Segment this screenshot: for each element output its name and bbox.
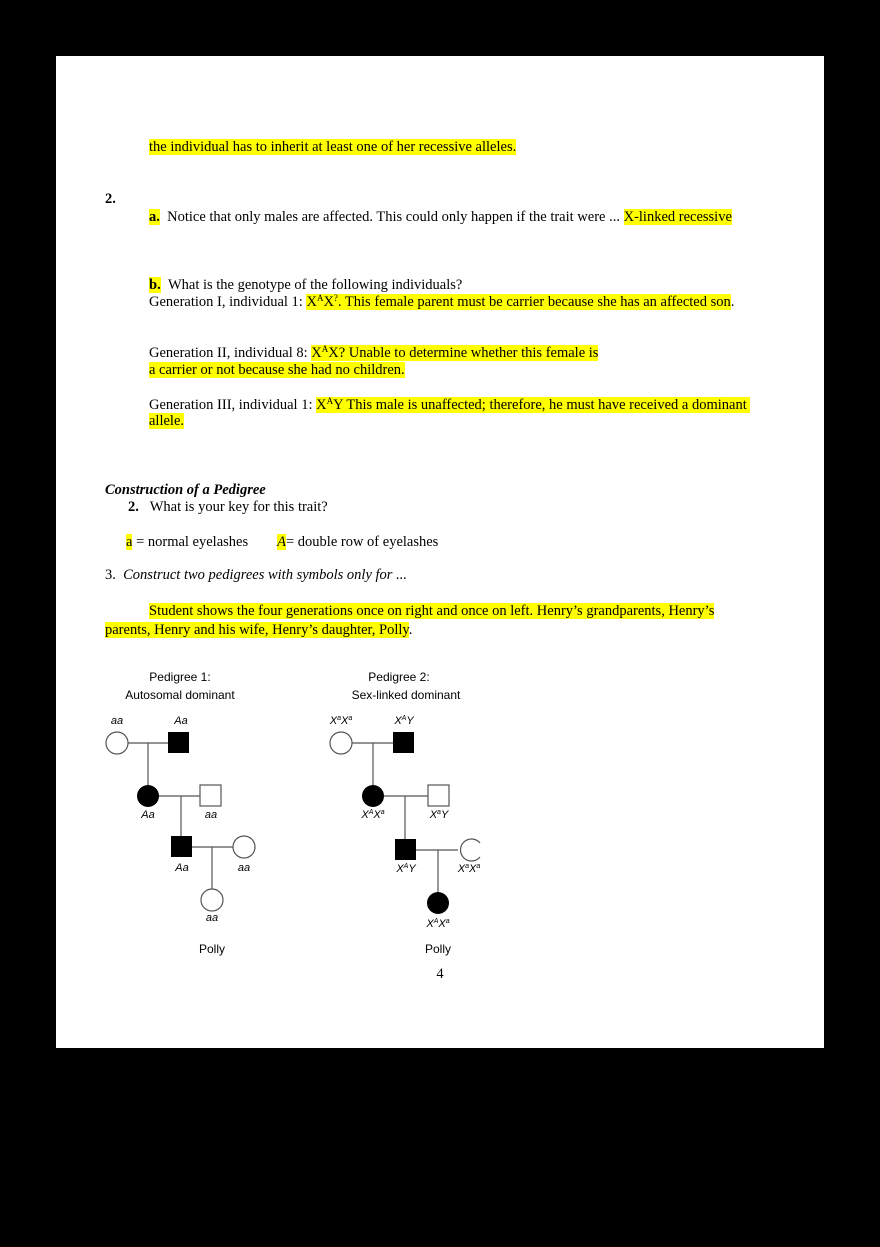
- genotype-label: aa: [204, 809, 218, 821]
- label: Generation II, individual 8:: [149, 345, 308, 361]
- page-number: 4: [436, 966, 444, 982]
- genotype: X: [311, 345, 322, 361]
- female-affected-icon: [362, 785, 384, 807]
- genotype: X: [316, 397, 327, 413]
- pedigree-title: Pedigree 2:: [368, 670, 430, 684]
- genotype-label: [391, 863, 421, 875]
- dominant-description: = double row of eyelashes: [285, 534, 439, 550]
- chromosome: X: [329, 715, 338, 727]
- answer-text: Student shows the four generations once on right and once on left. Henry’s grandparents, Henry’s: [149, 603, 715, 619]
- chromosome: X: [469, 863, 477, 875]
- allele: A: [368, 809, 374, 816]
- period: .: [730, 294, 735, 310]
- allele: A: [401, 715, 407, 722]
- genotype-label: [326, 715, 356, 727]
- allele: a: [445, 918, 450, 925]
- superscript: ?: [333, 293, 338, 303]
- genotype-label: [422, 918, 454, 930]
- chromosome: X: [373, 809, 381, 821]
- question-number: 2.: [105, 191, 116, 207]
- label: Generation I, individual 1:: [149, 294, 303, 310]
- chromosome: X: [457, 863, 466, 875]
- answer-text: allele.: [149, 413, 185, 429]
- allele: A: [403, 863, 409, 870]
- answer-text: X? Unable to determine whether this female is: [328, 345, 599, 361]
- chromosome: X: [426, 918, 434, 930]
- genotype-label: Aa: [141, 809, 155, 821]
- genotype-label: Aa: [174, 715, 188, 727]
- period: .: [408, 622, 413, 638]
- recessive-description: = normal eyelashes: [132, 534, 249, 550]
- individual-name: Polly: [424, 942, 451, 956]
- allele: A: [433, 918, 439, 925]
- chromosome: Y: [406, 715, 414, 727]
- section-heading: Construction of a Pedigree: [105, 482, 266, 498]
- pedigree-title: Pedigree 1:: [149, 670, 211, 684]
- genotype-label: [389, 715, 419, 727]
- chromosome: X: [438, 918, 446, 930]
- superscript: A: [326, 396, 334, 406]
- question-number: 3.: [105, 567, 116, 583]
- answer-text: a carrier or not because she had no children.: [149, 362, 405, 378]
- dominant-allele: A: [277, 534, 286, 550]
- allele: a: [348, 715, 353, 722]
- label: Generation III, individual 1:: [149, 397, 313, 413]
- item-label: a.: [149, 209, 160, 225]
- genotype-label: aa: [110, 715, 124, 727]
- allele: a: [476, 863, 481, 870]
- chromosome: X: [341, 715, 349, 727]
- male-unaffected-icon: [428, 785, 449, 806]
- question-text: What is the genotype of the following individuals?: [167, 277, 463, 293]
- recessive-allele: a: [126, 534, 133, 550]
- chromosome: Y: [440, 809, 449, 821]
- question-text: Notice that only males are affected. This could only happen if the trait were ...: [167, 209, 620, 225]
- genotype: X: [306, 294, 317, 310]
- genotype-label: Aa: [175, 862, 189, 874]
- genotype-label: aa: [237, 862, 251, 874]
- superscript: A: [316, 293, 324, 303]
- male-affected-icon: [393, 732, 414, 753]
- female-unaffected-icon: [330, 732, 352, 754]
- answer-text: X-linked recessive: [623, 209, 732, 225]
- allele: a: [380, 809, 385, 816]
- allele: a: [465, 863, 469, 870]
- chromosome: X: [394, 715, 402, 727]
- chromosome: X: [396, 863, 404, 875]
- genotype-label: [357, 809, 389, 821]
- genotype: X: [323, 294, 334, 310]
- allele: a: [437, 809, 441, 816]
- question-text: What is your key for this trait?: [149, 499, 328, 515]
- genotype-label: [424, 809, 454, 821]
- chromosome: X: [361, 809, 369, 821]
- answer-text: parents, Henry and his wife, Henry’s daughter, Polly: [105, 622, 409, 638]
- pedigree-subtitle: Sex-linked dominant: [351, 688, 461, 702]
- genotype-label: [453, 863, 485, 875]
- male-affected-icon: [395, 839, 416, 860]
- question-text: Construct two pedigrees with symbols only for ...: [123, 567, 407, 583]
- item-label: b.: [149, 277, 161, 293]
- chromosome: X: [429, 809, 438, 821]
- allele: a: [337, 715, 341, 722]
- question-number: 2.: [128, 499, 139, 515]
- pedigree-subtitle: Autosomal dominant: [125, 688, 235, 702]
- chromosome: Y: [408, 863, 416, 875]
- answer-text: Y This male is unaffected; therefore, he must have received a dominant: [333, 397, 747, 413]
- genotype-label: aa: [205, 912, 219, 924]
- female-affected-icon: [427, 892, 449, 914]
- superscript: A: [321, 344, 329, 354]
- answer-text: . This female parent must be carrier because she has an affected son: [337, 294, 731, 310]
- individual-name: Polly: [198, 942, 225, 956]
- highlighted-text: the individual has to inherit at least one of her recessive alleles.: [149, 139, 517, 155]
